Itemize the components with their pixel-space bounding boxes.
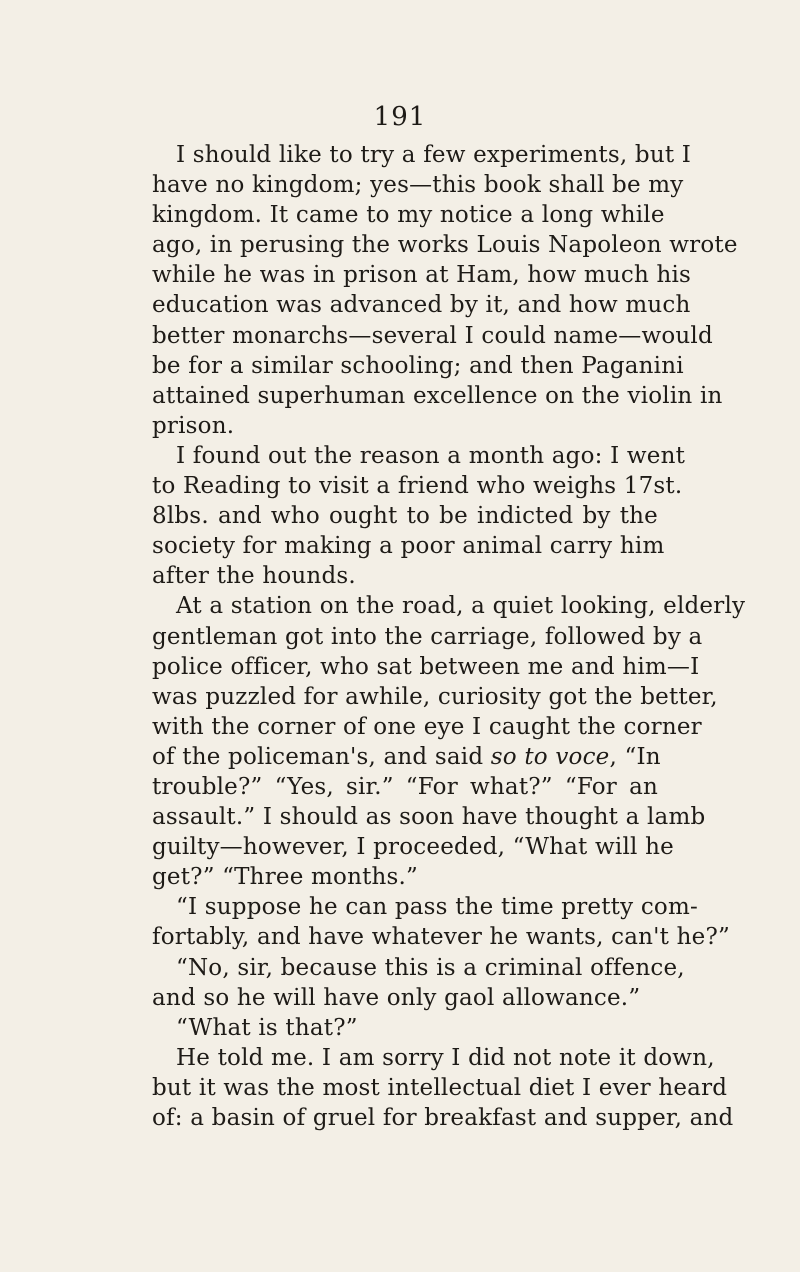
text-line: I should like to try a few experiments, but I bbox=[176, 142, 692, 168]
text-line: police officer, who sat between me and him—I bbox=[152, 653, 700, 680]
text-line: society for making a poor animal carry him bbox=[152, 533, 665, 560]
text-line: of: a basin of gruel for breakfast and supper, and bbox=[152, 1105, 734, 1131]
text-line: to Reading to visit a friend who weighs 17st. bbox=[152, 473, 683, 500]
text-line: He told me. I am sorry I did not note it down, bbox=[176, 1044, 715, 1071]
text-line: with the corner of one eye I caught the corner bbox=[152, 713, 702, 740]
text-line: “No, sir, because this is a criminal offence, bbox=[176, 954, 685, 981]
text-line: and so he will have only gaol allowance.” bbox=[152, 984, 641, 1011]
text-line: assault.” I should as soon have thought a lamb bbox=[152, 804, 706, 831]
text-line: “I suppose he can pass the time pretty com- bbox=[176, 894, 698, 921]
text-line: be for a similar schooling; and then Paganini bbox=[152, 352, 684, 379]
text-line: prison. bbox=[152, 412, 235, 439]
text-line bbox=[152, 742, 661, 772]
text-line: education was advanced by it, and how much bbox=[152, 292, 691, 319]
text-line: I found out the reason a month ago: I went bbox=[176, 442, 686, 469]
text-line: gentleman got into the carriage, followed by a bbox=[152, 623, 703, 650]
text-line: ago, in perusing the works Louis Napoleon wrote bbox=[152, 232, 738, 259]
text-line: while he was in prison at Ham, how much his bbox=[152, 262, 692, 289]
text-line-segment: of the policeman's, and said bbox=[152, 743, 491, 770]
text-line: kingdom. It came to my notice a long while bbox=[152, 202, 665, 229]
page-number: 191 bbox=[373, 102, 427, 132]
text-line: get?” “Three months.” bbox=[152, 864, 419, 891]
text-line: was puzzled for awhile, curiosity got the better, bbox=[152, 683, 718, 710]
text-line: guilty—however, I proceeded, “What will he bbox=[152, 834, 674, 861]
text-line: trouble?” “Yes, sir.” “For what?” “For an bbox=[152, 773, 658, 800]
text-line-segment: , “In bbox=[609, 743, 661, 770]
body-text bbox=[152, 140, 746, 1133]
text-line: fortably, and have whatever he wants, can't he?” bbox=[152, 924, 730, 951]
text-line: have no kingdom; yes—this book shall be my bbox=[152, 172, 684, 199]
text-line: “What is that?” bbox=[176, 1014, 358, 1041]
text-line: 8lbs. and who ought to be indicted by the bbox=[152, 503, 658, 530]
text-line: after the hounds. bbox=[152, 563, 356, 590]
italic-phrase: so to voce bbox=[490, 743, 610, 770]
text-line: attained superhuman excellence on the violin in bbox=[152, 382, 723, 409]
text-line: At a station on the road, a quiet looking, elderly bbox=[176, 593, 746, 620]
text-line: better monarchs—several I could name—would bbox=[152, 322, 713, 349]
text-line: but it was the most intellectual diet I ever heard bbox=[152, 1074, 728, 1101]
